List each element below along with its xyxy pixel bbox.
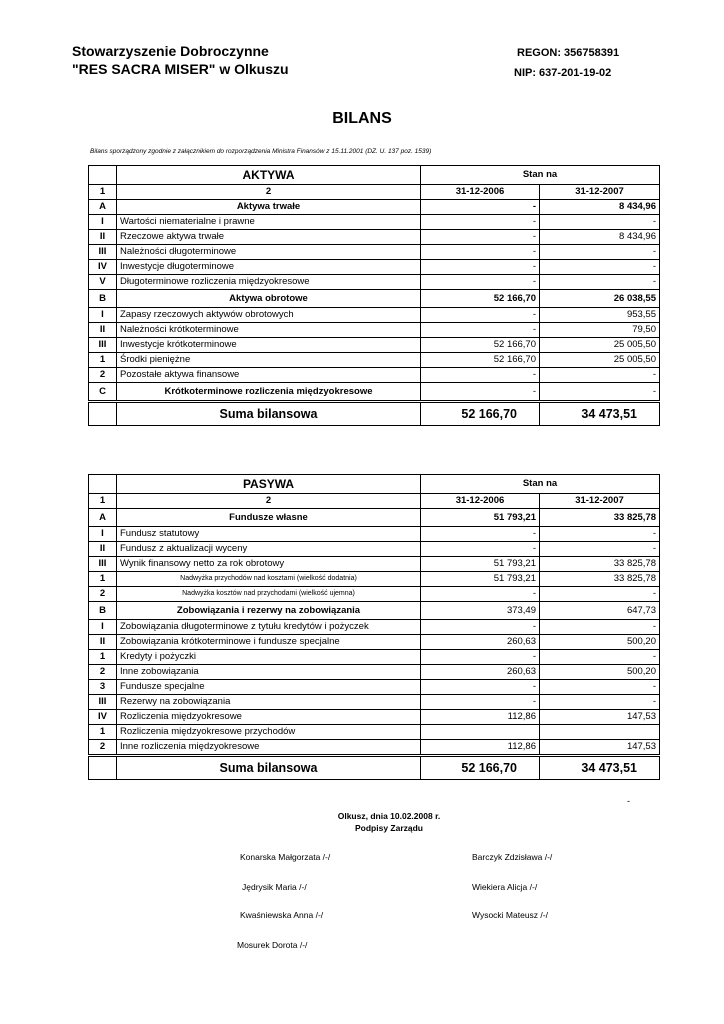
row-label: Rezerwy na zobowiązania xyxy=(117,695,421,710)
row-value-2007: - xyxy=(540,527,660,542)
organization-name-line2: "RES SACRA MISER" w Olkuszu xyxy=(72,61,289,77)
row-value-2007: 8 434,96 xyxy=(540,200,660,215)
row-label: Krótkoterminowe rozliczenia międzyokresowe xyxy=(117,383,421,402)
row-value-2007: - xyxy=(540,650,660,665)
row-value-2006: 112,86 xyxy=(421,710,540,725)
assets-row xyxy=(89,353,660,368)
liabilities-header-blank xyxy=(89,475,117,494)
signature-name: Jędrysik Maria /-/ xyxy=(242,882,307,892)
row-num: 1 xyxy=(89,353,117,368)
row-num: I xyxy=(89,527,117,542)
signature-name: Mosurek Dorota /-/ xyxy=(237,940,308,950)
row-num: 1 xyxy=(89,650,117,665)
row-value-2007: - xyxy=(540,587,660,602)
row-label: Środki pieniężne xyxy=(117,353,421,368)
row-label: Rozliczenia międzyokresowe przychodów xyxy=(117,725,421,740)
row-num: IV xyxy=(89,710,117,725)
liabilities-sum-row xyxy=(89,756,660,780)
assets-section-title: AKTYWA xyxy=(117,166,421,185)
row-value-2007: - xyxy=(540,215,660,230)
row-value-2006: 51 793,21 xyxy=(421,557,540,572)
row-label: Fundusze specjalne xyxy=(117,680,421,695)
row-label: Wynik finansowy netto za rok obrotowy xyxy=(117,557,421,572)
assets-row xyxy=(89,260,660,275)
row-num: III xyxy=(89,695,117,710)
assets-sum-2007: 34 473,51 xyxy=(540,402,660,426)
assets-sum-label: Suma bilansowa xyxy=(117,402,421,426)
signature-name: Wysocki Mateusz /-/ xyxy=(472,910,548,920)
organization-name-line1: Stowarzyszenie Dobroczynne xyxy=(72,43,269,59)
liabilities-row xyxy=(89,680,660,695)
row-value-2006: - xyxy=(421,542,540,557)
assets-row xyxy=(89,230,660,245)
assets-row xyxy=(89,200,660,215)
place-date: Olkusz, dnia 10.02.2008 r. xyxy=(337,811,441,821)
row-num: 2 xyxy=(89,587,117,602)
liabilities-row xyxy=(89,542,660,557)
row-value-2007: - xyxy=(540,620,660,635)
row-label: Fundusze własne xyxy=(117,509,421,527)
row-value-2007: 79,50 xyxy=(540,323,660,338)
row-num: II xyxy=(89,542,117,557)
liabilities-row xyxy=(89,695,660,710)
row-num: B xyxy=(89,602,117,620)
signatures-title: Podpisy Zarządu xyxy=(354,823,423,833)
row-value-2006: - xyxy=(421,383,540,402)
assets-row xyxy=(89,215,660,230)
row-value-2007: 500,20 xyxy=(540,635,660,650)
row-value-2006: - xyxy=(421,527,540,542)
row-value-2006: - xyxy=(421,260,540,275)
row-label: Zobowiązania długoterminowe z tytułu kredytów i pożyczek xyxy=(117,620,421,635)
row-num: 2 xyxy=(89,740,117,756)
liabilities-column-row xyxy=(89,494,660,509)
row-label: Fundusz statutowy xyxy=(117,527,421,542)
row-num: III xyxy=(89,338,117,353)
row-num: C xyxy=(89,383,117,402)
row-label: Wartości niematerialne i prawne xyxy=(117,215,421,230)
row-num: III xyxy=(89,557,117,572)
liabilities-sum-2006: 52 166,70 xyxy=(421,756,540,780)
row-value-2007: - xyxy=(540,383,660,402)
row-value-2007: 147,53 xyxy=(540,710,660,725)
assets-row xyxy=(89,290,660,308)
liabilities-row xyxy=(89,725,660,740)
legal-note: Bilans sporządzony zgodnie z załącznikiem do rozporządzenia Ministra Finansów z 15.11.2001 (DZ. U. 137 poz. 1539) xyxy=(90,148,432,155)
liabilities-col-date2: 31-12-2007 xyxy=(540,494,660,509)
row-num: II xyxy=(89,230,117,245)
row-label: Inne rozliczenia międzyokresowe xyxy=(117,740,421,756)
row-value-2006: 112,86 xyxy=(421,740,540,756)
row-value-2006: - xyxy=(421,245,540,260)
row-num: 3 xyxy=(89,680,117,695)
row-label: Długoterminowe rozliczenia międzyokresowe xyxy=(117,275,421,290)
row-label: Nadwyżka przychodów nad kosztami (wielkość dodatnia) xyxy=(117,572,421,587)
row-value-2006: 260,63 xyxy=(421,635,540,650)
row-value-2007: 26 038,55 xyxy=(540,290,660,308)
row-num: B xyxy=(89,290,117,308)
assets-row xyxy=(89,338,660,353)
row-num: 1 xyxy=(89,572,117,587)
liabilities-row xyxy=(89,587,660,602)
row-value-2006: - xyxy=(421,200,540,215)
row-value-2006 xyxy=(421,725,540,740)
assets-sum-blank xyxy=(89,402,117,426)
row-value-2006: - xyxy=(421,650,540,665)
liabilities-header-row xyxy=(89,475,660,494)
row-value-2007: 25 005,50 xyxy=(540,353,660,368)
row-value-2006: 260,63 xyxy=(421,665,540,680)
row-num: II xyxy=(89,635,117,650)
row-label: Kredyty i pożyczki xyxy=(117,650,421,665)
row-value-2006: 51 793,21 xyxy=(421,572,540,587)
row-num: 1 xyxy=(89,725,117,740)
row-num: 2 xyxy=(89,368,117,383)
row-label: Fundusz z aktualizacji wyceny xyxy=(117,542,421,557)
assets-row xyxy=(89,275,660,290)
row-label: Aktywa obrotowe xyxy=(117,290,421,308)
row-num: I xyxy=(89,308,117,323)
row-value-2007: 500,20 xyxy=(540,665,660,680)
row-value-2007: 25 005,50 xyxy=(540,338,660,353)
row-num: III xyxy=(89,245,117,260)
regon-number: REGON: 356758391 xyxy=(517,47,620,59)
row-label: Zapasy rzeczowych aktywów obrotowych xyxy=(117,308,421,323)
liabilities-sum-blank xyxy=(89,756,117,780)
liabilities-col-desc: 2 xyxy=(117,494,421,509)
liabilities-section-title: PASYWA xyxy=(117,475,421,494)
signature-name: Konarska Małgorzata /-/ xyxy=(240,852,331,862)
assets-row xyxy=(89,323,660,338)
row-value-2007: - xyxy=(540,542,660,557)
assets-row xyxy=(89,368,660,383)
row-value-2007: 953,55 xyxy=(540,308,660,323)
assets-row xyxy=(89,383,660,402)
trailing-dash: - xyxy=(627,796,630,806)
liabilities-row xyxy=(89,620,660,635)
assets-row xyxy=(89,245,660,260)
liabilities-row xyxy=(89,710,660,725)
row-value-2007: - xyxy=(540,260,660,275)
assets-row xyxy=(89,308,660,323)
row-value-2007: 33 825,78 xyxy=(540,572,660,587)
row-label: Pozostałe aktywa finansowe xyxy=(117,368,421,383)
row-value-2007: 147,53 xyxy=(540,740,660,756)
row-label: Nadwyżka kosztów nad przychodami (wielkość ujemna) xyxy=(117,587,421,602)
row-value-2006: 51 793,21 xyxy=(421,509,540,527)
page-title: BILANS xyxy=(332,110,392,127)
row-value-2007: 33 825,78 xyxy=(540,557,660,572)
row-num: I xyxy=(89,215,117,230)
nip-number: NIP: 637-201-19-02 xyxy=(514,67,612,79)
row-value-2006: - xyxy=(421,695,540,710)
liabilities-sum-2007: 34 473,51 xyxy=(540,756,660,780)
liabilities-row xyxy=(89,635,660,650)
row-value-2006: 373,49 xyxy=(421,602,540,620)
row-label: Inwestycje krótkoterminowe xyxy=(117,338,421,353)
liabilities-table xyxy=(88,474,660,780)
liabilities-row xyxy=(89,527,660,542)
row-num: V xyxy=(89,275,117,290)
assets-header-row xyxy=(89,166,660,185)
row-value-2006: 52 166,70 xyxy=(421,338,540,353)
row-label: Zobowiązania i rezerwy na zobowiązania xyxy=(117,602,421,620)
liabilities-col-num: 1 xyxy=(89,494,117,509)
assets-table xyxy=(88,165,660,426)
liabilities-col-date1: 31-12-2006 xyxy=(421,494,540,509)
row-num: A xyxy=(89,200,117,215)
liabilities-row xyxy=(89,665,660,680)
row-label: Należności długoterminowe xyxy=(117,245,421,260)
row-num: II xyxy=(89,323,117,338)
liabilities-row xyxy=(89,557,660,572)
row-value-2007 xyxy=(540,725,660,740)
signature-name: Barczyk Zdzisława /-/ xyxy=(472,852,553,862)
row-num: 2 xyxy=(89,665,117,680)
liabilities-row xyxy=(89,602,660,620)
row-value-2007: 33 825,78 xyxy=(540,509,660,527)
row-num: IV xyxy=(89,260,117,275)
row-value-2006: - xyxy=(421,308,540,323)
row-label: Zobowiązania krótkoterminowe i fundusze specjalne xyxy=(117,635,421,650)
liabilities-stan-na: Stan na xyxy=(421,475,660,494)
organization-ids xyxy=(514,44,620,82)
row-label: Inne zobowiązania xyxy=(117,665,421,680)
row-value-2007: - xyxy=(540,695,660,710)
liabilities-row xyxy=(89,509,660,527)
assets-col-num: 1 xyxy=(89,185,117,200)
assets-stan-na: Stan na xyxy=(421,166,660,185)
row-value-2006: - xyxy=(421,215,540,230)
assets-col-date1: 31-12-2006 xyxy=(421,185,540,200)
row-value-2006: - xyxy=(421,230,540,245)
row-value-2007: 647,73 xyxy=(540,602,660,620)
place-date-block xyxy=(0,810,724,834)
row-value-2007: 8 434,96 xyxy=(540,230,660,245)
row-value-2006: - xyxy=(421,323,540,338)
row-value-2007: - xyxy=(540,275,660,290)
organization-name xyxy=(72,42,289,78)
signature-name: Kwaśniewska Anna /-/ xyxy=(240,910,324,920)
assets-sum-row xyxy=(89,402,660,426)
assets-col-desc: 2 xyxy=(117,185,421,200)
row-value-2006: 52 166,70 xyxy=(421,290,540,308)
row-num: A xyxy=(89,509,117,527)
row-label: Aktywa trwałe xyxy=(117,200,421,215)
row-value-2006: - xyxy=(421,587,540,602)
signature-name: Wiekiera Alicja /-/ xyxy=(472,882,538,892)
row-value-2006: - xyxy=(421,275,540,290)
assets-column-row xyxy=(89,185,660,200)
row-value-2006: 52 166,70 xyxy=(421,353,540,368)
assets-sum-2006: 52 166,70 xyxy=(421,402,540,426)
row-label: Inwestycje długoterminowe xyxy=(117,260,421,275)
row-value-2006: - xyxy=(421,620,540,635)
assets-header-blank xyxy=(89,166,117,185)
row-num: I xyxy=(89,620,117,635)
liabilities-row xyxy=(89,650,660,665)
liabilities-row xyxy=(89,572,660,587)
row-value-2007: - xyxy=(540,245,660,260)
row-label: Należności krótkoterminowe xyxy=(117,323,421,338)
assets-col-date2: 31-12-2007 xyxy=(540,185,660,200)
row-label: Rzeczowe aktywa trwałe xyxy=(117,230,421,245)
row-label: Rozliczenia międzyokresowe xyxy=(117,710,421,725)
row-value-2007: - xyxy=(540,368,660,383)
row-value-2007: - xyxy=(540,680,660,695)
row-value-2006: - xyxy=(421,368,540,383)
liabilities-row xyxy=(89,740,660,756)
liabilities-sum-label: Suma bilansowa xyxy=(117,756,421,780)
row-value-2006: - xyxy=(421,680,540,695)
